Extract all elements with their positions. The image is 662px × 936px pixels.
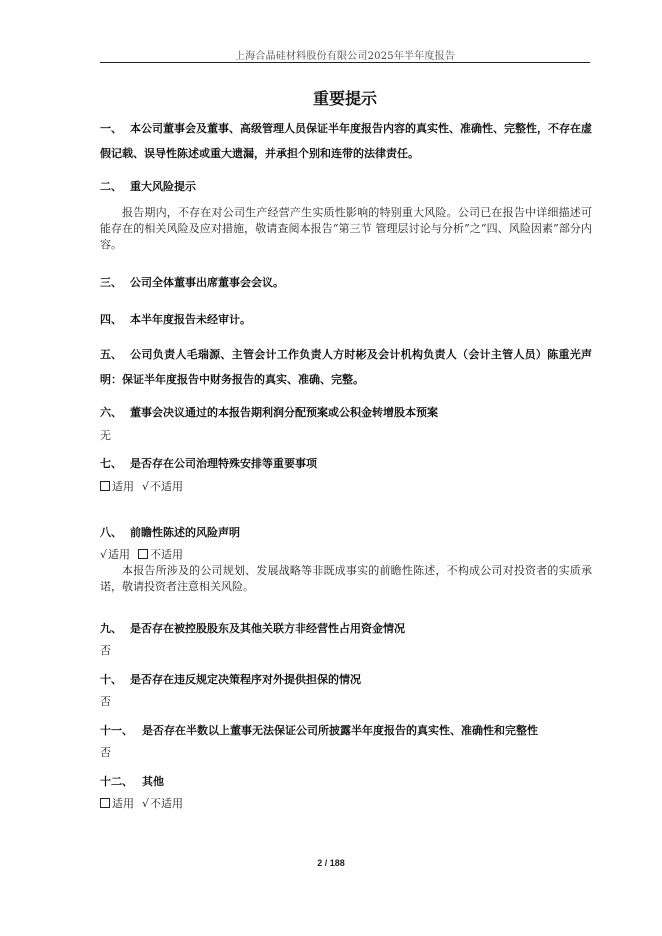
section-heading: 是否存在公司治理特殊安排等重要事项	[130, 457, 317, 470]
section-9-answer: 否	[100, 644, 111, 657]
option-not-applicable: √不适用	[142, 797, 184, 810]
option-applicable: 适用	[100, 479, 134, 495]
checkmark-icon: √	[142, 797, 150, 810]
section-heading: 重大风险提示	[130, 180, 196, 193]
section-heading: 其他	[142, 775, 164, 788]
header-divider	[100, 62, 590, 63]
section-11-heading	[100, 718, 592, 743]
section-7-heading	[100, 451, 592, 476]
section-12-heading	[100, 769, 592, 794]
section-number: 九、	[100, 622, 122, 635]
section-text: 本半年度报告未经审计。	[130, 313, 251, 326]
empty-checkbox-icon	[100, 798, 110, 808]
section-4	[100, 307, 592, 332]
option-applicable: 适用	[100, 796, 134, 812]
section-heading: 前瞻性陈述的风险声明	[130, 526, 240, 539]
section-8-options	[100, 547, 191, 563]
section-9-heading	[100, 616, 592, 641]
section-text: 本公司董事会及董事、高级管理人员保证半年度报告内容的真实性、准确性、完整性，不存在虚假记载、误导性陈述或重大遗漏，并承担个别和连带的法律责任。	[100, 122, 592, 160]
page-number: 2 / 188	[317, 858, 345, 868]
section-5	[100, 342, 592, 392]
option-not-applicable: 不适用	[138, 547, 183, 563]
section-number: 六、	[100, 406, 122, 419]
section-6-answer: 无	[100, 429, 111, 442]
option-applicable: √适用	[100, 548, 131, 561]
section-3	[100, 270, 592, 295]
section-number: 二、	[100, 180, 122, 193]
section-2-heading	[100, 174, 592, 199]
option-not-applicable: √不适用	[142, 480, 184, 493]
section-heading: 是否存在被控股股东及其他关联方非经营性占用资金情况	[130, 622, 405, 635]
section-2-body: 报告期内，不存在对公司生产经营产生实质性影响的特别重大风险。公司已在报告中详细描述可能存在的相关风险及应对措施，敬请查阅本报告“第三节 管理层讨论与分析”之“四、风险因素”部分内容。	[100, 206, 592, 251]
section-number: 五、	[100, 348, 122, 361]
section-heading: 是否存在半数以上董事无法保证公司所披露半年度报告的真实性、准确性和完整性	[142, 724, 538, 737]
section-heading: 是否存在违反规定决策程序对外提供担保的情况	[130, 673, 361, 686]
section-10-heading	[100, 667, 592, 692]
section-number: 七、	[100, 457, 122, 470]
section-10-answer: 否	[100, 695, 111, 708]
empty-checkbox-icon	[138, 549, 148, 559]
checkmark-icon: √	[142, 480, 150, 493]
section-8-heading	[100, 520, 592, 545]
section-number: 八、	[100, 526, 122, 539]
section-11-answer: 否	[100, 746, 111, 759]
section-number: 四、	[100, 313, 122, 326]
section-1	[100, 116, 592, 166]
section-number: 一、	[100, 122, 122, 135]
section-number: 三、	[100, 276, 122, 289]
empty-checkbox-icon	[100, 481, 110, 491]
running-header: 上海合晶硅材料股份有限公司2025年半年度报告	[234, 51, 456, 62]
section-text: 公司负责人毛瑞源、主管会计工作负责人方时彬及会计机构负责人（会计主管人员）陈重光声明：保证半年度报告中财务报告的真实、准确、完整。	[100, 348, 592, 386]
section-7-options	[100, 479, 191, 495]
section-number: 十、	[100, 673, 122, 686]
section-12-options	[100, 796, 191, 812]
section-text: 公司全体董事出席董事会会议。	[130, 276, 284, 289]
section-number: 十一、	[100, 724, 133, 737]
section-number: 十二、	[100, 775, 133, 788]
section-8-body: 本报告所涉及的公司规划、发展战略等非既成事实的前瞻性陈述，不构成公司对投资者的实质承诺，敬请投资者注意相关风险。	[100, 564, 592, 593]
checkmark-icon: √	[100, 548, 108, 561]
section-6-heading	[100, 400, 592, 425]
section-heading: 董事会决议通过的本报告期利润分配预案或公积金转增股本预案	[130, 406, 438, 419]
page-title: 重要提示	[312, 89, 377, 108]
